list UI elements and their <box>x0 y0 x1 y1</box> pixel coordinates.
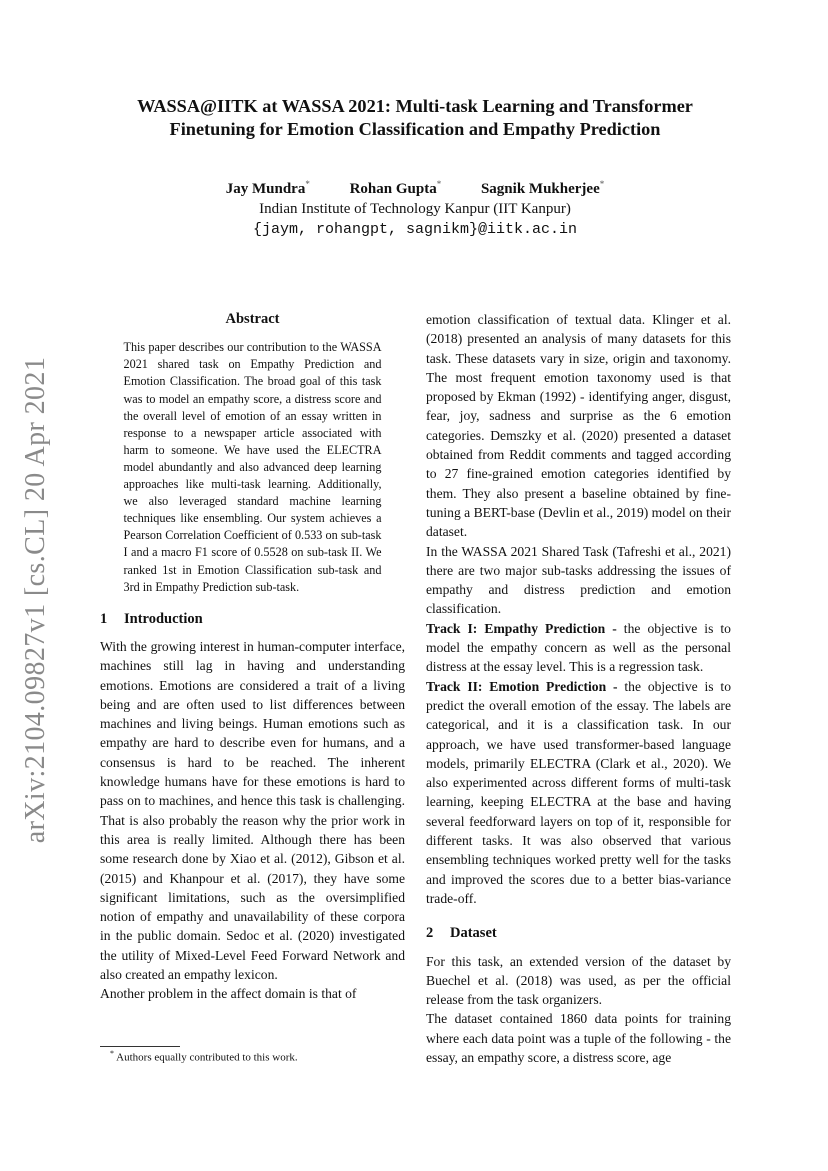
left-column <box>100 310 405 1004</box>
arxiv-identifier: arXiv:2104.09827v1 [cs.CL] 20 Apr 2021 <box>20 356 51 844</box>
author-list <box>100 179 730 198</box>
abstract-heading: Abstract <box>225 311 280 327</box>
right-paragraph-2: In the WASSA 2021 Shared Task (Tafreshi et al., 2021) there are two major sub-tasks addressing the issues of empathy and distress prediction and emotion classification. <box>426 543 731 617</box>
section-number: 1 <box>100 610 108 627</box>
paper-title: WASSA@IITK at WASSA 2021: Multi-task Learning and Transformer Finetuning for Emotion Classification and Empathy Prediction <box>137 96 693 139</box>
author-name: Jay Mundra <box>225 181 306 197</box>
track-1-paragraph <box>426 619 731 677</box>
author-name: Sagnik Mukherjee <box>480 181 600 197</box>
dataset-paragraph-2: The dataset contained 1860 data points for training where each data point was a tuple of the following - the essay, an empathy score, a distress score, age <box>426 1011 731 1065</box>
author-emails: {jaym, rohangpt, sagnikm}@iitk.ac.in <box>252 221 578 238</box>
section-title: Dataset <box>450 925 497 942</box>
intro-paragraph-2: Another problem in the affect domain is that of <box>100 986 357 1002</box>
author-mark: * <box>305 179 310 189</box>
section-heading-introduction <box>100 610 405 629</box>
track-2-paragraph <box>426 677 731 909</box>
section-title: Introduction <box>124 610 203 627</box>
section-number: 2 <box>426 925 434 942</box>
track-2-text: the objective is to predict the overall emotion of the essay. The labels are categorical, and it is a classification task. In our approach, we have used transformer-based language models, primarily ELECTRA (Clark et al., 2020). We also experimented across different forms of multi-task learning, keeping ELECTRA at the base and having several feedforward layers on top of it, responsible for different tasks. It was also observed that various ensembling techniques worked pretty well for the tasks and improved the scores due to a better bias-variance trade-off. <box>426 678 731 906</box>
footnote-mark: * <box>110 1049 114 1058</box>
footnote <box>110 1049 298 1064</box>
intro-paragraph-1: With the growing interest in human-computer interface, machines still lag in having and understanding emotions. Emotions are considered a trait of a living being and are often used to list differences between machines and living beings. Human emotions such as empathy are hard to describe even for humans, and a consensus is hard to be reached. The inherent knowledge humans have for these emotions is hard to pass on to machines, and hence this task is challenging. That is also probably the reason why the prior work in this area is really limited. Although there has been some research done by Xiao et al. (2012), Gibson et al. (2015) and Khanpour et al. (2017), they have some significant limitations, such as the oversimplified notion of empathy and unavailability of these corpora in the public domain. Sedoc et al. (2020) investigated the utility of Mixed-Level Feed Forward Network and also created an empathy lexicon. <box>100 639 405 983</box>
footnote-rule <box>100 1046 180 1047</box>
right-column <box>426 310 731 1067</box>
author-mark: * <box>599 179 605 189</box>
author-mark: * <box>436 179 442 189</box>
affiliation: Indian Institute of Technology Kanpur (IIT Kanpur) <box>259 201 571 217</box>
author-name: Rohan Gupta <box>349 181 437 197</box>
author-3 <box>481 179 604 198</box>
track-2-label: Track II: Emotion Prediction - <box>426 678 618 694</box>
abstract-text: This paper describes our contribution to the WASSA 2021 shared task on Empathy Prediction and Emotion Classification. The broad goal of this task was to model an empathy score, a distress score and the overall level of emotion of an essay written in response to a newspaper article associated with harm to someone. We have used the ELECTRA model abundantly and also advanced deep learning approaches like multi-task learning. Additionally, we also leveraged standard machine learning techniques like ensembling. Our system achieves a Pearson Correlation Coefficient of 0.533 on sub-task I and a macro F1 score of 0.5528 on sub-task II. We ranked 1st in Emotion Classification sub-task and 3rd in Empathy Prediction sub-task. <box>123 340 382 594</box>
track-1-text: the objective is to model the empathy concern as well as the personal distress at the essay level. This is a regression task. <box>426 620 731 675</box>
footnote-text: Authors equally contributed to this work. <box>116 1051 298 1064</box>
author-1 <box>226 179 310 198</box>
section-heading-dataset <box>426 924 731 943</box>
right-paragraph-1: emotion classification of textual data. Klinger et al. (2018) presented an analysis of many datasets for this task. These datasets vary in size, origin and taxonomy. The most frequent emotion taxonomy used is that proposed by Ekman (1992) - identifying anger, disgust, fear, joy, sadness and surprise as the 6 emotion categories. Demszky et al. (2020) presented a dataset obtained from Reddit comments and tagged according to 27 fine-grained emotion categories identified by them. They also present a baseline obtained by fine-tuning a BERT-base (Devlin et al., 2019) model on their dataset. <box>426 312 731 540</box>
track-1-label: Track I: Empathy Prediction - <box>426 620 617 636</box>
dataset-paragraph-1: For this task, an extended version of the dataset by Buechel et al. (2018) was used, as per the official release from the task organizers. <box>426 953 731 1008</box>
author-2 <box>350 179 442 198</box>
